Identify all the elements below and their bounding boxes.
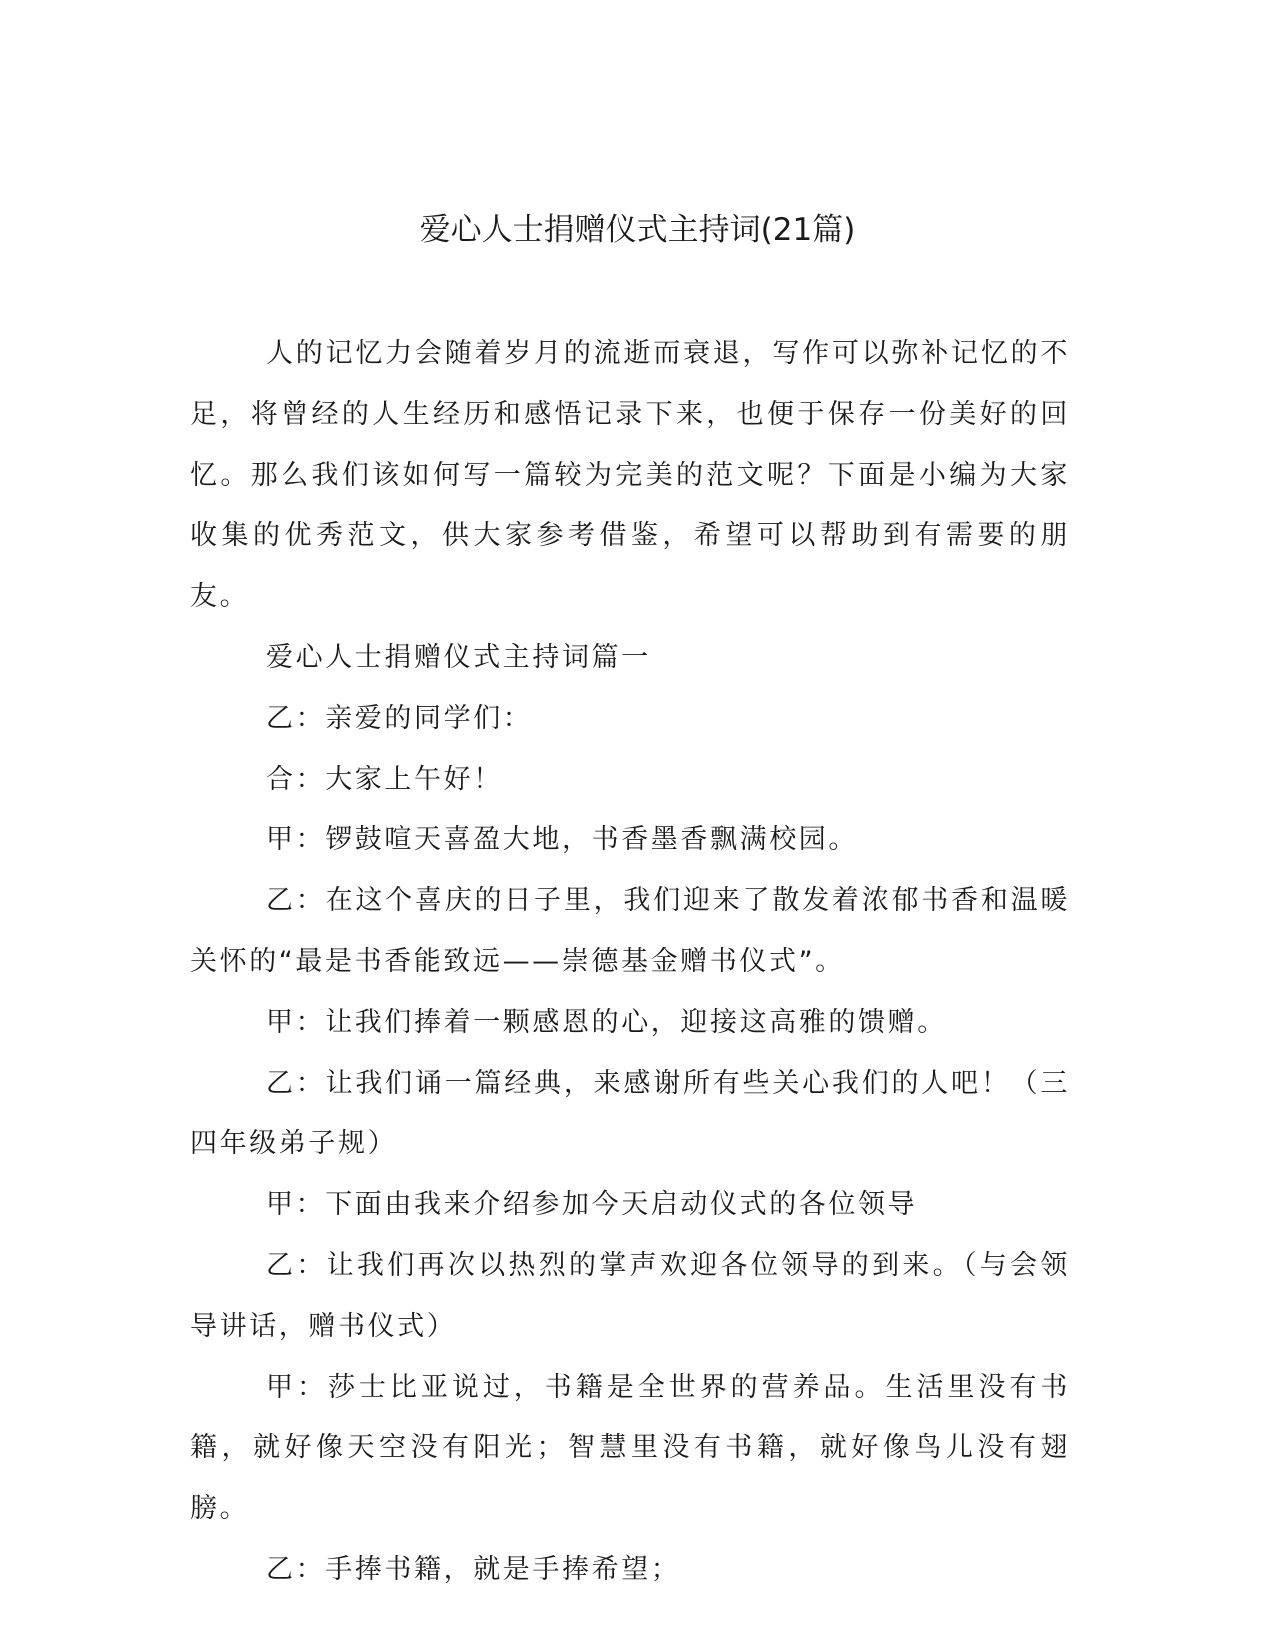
- paragraph: 乙：手捧书籍，就是手捧希望；: [266, 1553, 681, 1585]
- paragraph: 甲：下面由我来介绍参加今天启动仪式的各位领导: [266, 1189, 918, 1221]
- paragraph: 爱心人士捐赠仪式主持词篇一: [266, 641, 651, 673]
- paragraph: 甲：莎士比亚说过，书籍是全世界的营养品。生活里没有书籍，就好像天空没有阳光；智慧里没有书籍，就好像鸟儿没有翅膀。: [190, 1371, 1070, 1525]
- paragraph: 甲：锣鼓喧天喜盈大地，书香墨香飘满校园。: [266, 824, 858, 856]
- paragraph: 人的记忆力会随着岁月的流逝而衰退，写作可以弥补记忆的不足，将曾经的人生经历和感悟记录下来，也便于保存一份美好的回忆。那么我们该如何写一篇较为完美的范文呢？下面是小编为大家收集的优秀范文，供大家参考借鉴，希望可以帮助到有需要的朋友。: [190, 338, 1070, 613]
- paragraph: 乙：在这个喜庆的日子里，我们迎来了散发着浓郁书香和温暖关怀的“最是书香能致远——崇德基金赠书仪式”。: [190, 885, 1070, 977]
- paragraph: 乙：让我们再次以热烈的掌声欢迎各位领导的到来。（与会领导讲话，赠书仪式）: [190, 1249, 1070, 1342]
- paragraph: 乙：让我们诵一篇经典，来感谢所有些关心我们的人吧！（三四年级弟子规）: [190, 1067, 1070, 1160]
- document-body: [190, 324, 1070, 1601]
- paragraph: 合：大家上午好！: [266, 763, 503, 795]
- paragraph: 乙：亲爱的同学们：: [266, 702, 533, 734]
- document-title: 爱心人士捐赠仪式主持词(21篇): [419, 212, 856, 248]
- paragraph: 甲：让我们捧着一颗感恩的心，迎接这高雅的馈赠。: [266, 1006, 947, 1038]
